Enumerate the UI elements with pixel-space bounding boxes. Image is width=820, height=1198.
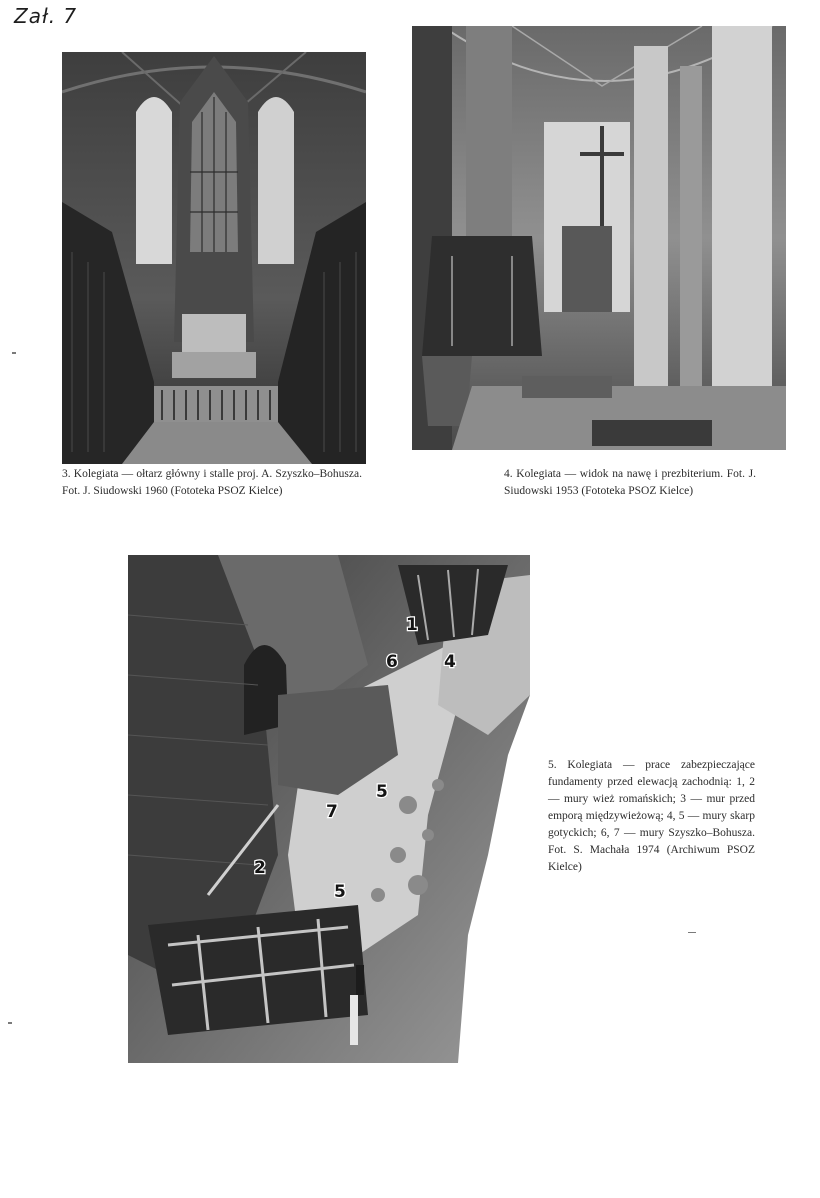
- marker-2: 2: [254, 858, 266, 878]
- altar-photo-graphic: [62, 52, 366, 464]
- marker-5-upper: 5: [376, 782, 388, 802]
- excavation-photo-graphic: [128, 555, 530, 1063]
- marker-7: 7: [326, 802, 338, 822]
- marker-6: 6: [386, 652, 398, 672]
- caption-figure-4: 4. Kolegiata — widok na nawę i prezbiterium. Fot. J. Siudowski 1953 (Fototeka PSOZ Kielce): [504, 468, 756, 497]
- marker-1: 1: [406, 615, 418, 635]
- scan-speck: [8, 1022, 12, 1024]
- nave-photo-graphic: [412, 26, 786, 450]
- photo-nave-presbytery: [412, 26, 786, 450]
- caption-figure-3: 3. Kolegiata — ołtarz główny i stalle proj. A. Szyszko–Bohusza. Fot. J. Siudowski 1960 (Fototeka PSOZ Kielce): [62, 468, 362, 497]
- scan-speck: [688, 932, 696, 933]
- scan-speck: [12, 352, 16, 354]
- plate-label: Zał. 7: [14, 4, 78, 28]
- photo-main-altar: [62, 52, 366, 464]
- photo-foundation-works: [128, 555, 530, 1063]
- marker-4: 4: [444, 652, 456, 672]
- marker-5-lower: 5: [334, 882, 346, 902]
- caption-figure-5: 5. Kolegiata — prace zabezpieczające fundamenty przed elewacją zachodnią: 1, 2 — mury wież romańskich; 3 — mur przed emporą międzywieżową; 4, 5 — mury skarp gotyckich; 6, 7 — mury Szyszko–Bohusza. Fot. S. Machała 1974 (Archiwum PSOZ Kielce): [548, 759, 755, 873]
